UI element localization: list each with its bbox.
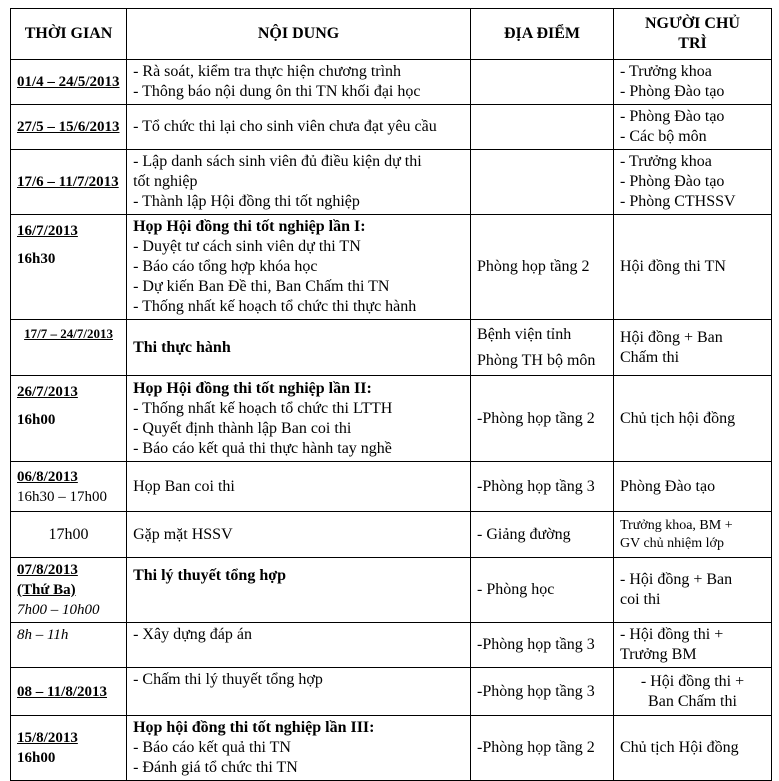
time-text: 17h00 (48, 525, 89, 543)
time-text: 16h00 (17, 750, 56, 766)
content-title: Thi thực hành (133, 338, 231, 356)
chair-cell (613, 215, 771, 320)
table-row (11, 215, 772, 320)
chair-cell (613, 376, 771, 462)
content-item: - Thống nhất kế hoạch tổ chức thi LTTH (133, 399, 393, 417)
table-row (11, 60, 772, 105)
content-item: - Báo cáo kết quả thi thực hành tay nghề (133, 439, 392, 457)
header-chair-line1: NGƯỜI CHỦ (645, 15, 740, 32)
chair-item: Ban Chấm thi (648, 692, 737, 710)
date-text: 07/8/2013 (17, 562, 78, 578)
header-place: ĐỊA ĐIỂM (471, 9, 614, 60)
header-time: THỜI GIAN (11, 9, 127, 60)
chair-cell (613, 60, 771, 105)
table-row (11, 558, 772, 623)
chair-cell (613, 558, 771, 623)
time-cell (11, 668, 127, 716)
chair-item: - Hội đồng thi + (619, 626, 724, 643)
chair-cell (613, 105, 771, 150)
chair-item: coi thi (619, 591, 661, 608)
table-row (11, 150, 772, 215)
chair-item: Trưởng BM (619, 646, 697, 663)
place-cell (471, 512, 614, 558)
chair-item: - Phòng Đào tạo (619, 83, 725, 100)
table-row (11, 716, 772, 781)
place-cell (471, 376, 614, 462)
content-item: - Xây dựng đáp án (133, 626, 252, 643)
content-item: - Thống nhất kế hoạch tổ chức thi thực hành (133, 298, 417, 315)
place-cell (471, 105, 614, 150)
place-item: Phòng họp tầng 2 (477, 258, 590, 275)
content-title: Họp hội đồng thi tốt nghiệp lần III: (133, 719, 375, 736)
place-cell (471, 623, 614, 668)
content-title: Họp Hội đồng thi tốt nghiệp lần II: (133, 379, 372, 397)
time-text: 16h00 (17, 412, 56, 428)
content-item: - Báo cáo kết quả thi TN (133, 739, 291, 756)
chair-item: - Trưởng khoa (619, 63, 712, 80)
chair-item: Chủ tịch Hội đồng (619, 739, 739, 756)
content-cell (127, 512, 471, 558)
schedule-container (10, 8, 772, 781)
place-item: -Phòng họp tầng 3 (477, 682, 595, 700)
header-chair (613, 9, 771, 60)
weekday-text: (Thứ Ba) (17, 582, 76, 598)
content-item: - Thành lập Hội đồng thi tốt nghiệp (133, 193, 360, 210)
chair-item: - Phòng CTHSSV (619, 193, 736, 210)
place-cell (471, 716, 614, 781)
chair-item: - Hội đồng thi + (640, 672, 745, 690)
place-item: Bệnh viện tỉnh (477, 325, 572, 343)
header-chair-line2: TRÌ (678, 35, 707, 52)
date-text: 26/7/2013 (17, 384, 78, 400)
chair-item: - Phòng Đào tạo (619, 108, 725, 125)
place-item: - Phòng học (477, 581, 555, 598)
content-cell (127, 558, 471, 623)
chair-cell (613, 150, 771, 215)
table-row (11, 623, 772, 668)
place-cell (471, 320, 614, 376)
place-cell (471, 150, 614, 215)
schedule-table (10, 8, 772, 781)
time-cell (11, 512, 127, 558)
content-item: tốt nghiệp (133, 173, 198, 190)
chair-cell (613, 512, 771, 558)
chair-item: Chấm thi (619, 348, 680, 366)
chair-cell (613, 716, 771, 781)
content-item: Gặp mặt HSSV (133, 525, 233, 543)
time-text: 16h30 – 17h00 (17, 488, 107, 505)
date-text: 27/5 – 15/6/2013 (17, 119, 120, 135)
content-cell (127, 105, 471, 150)
place-cell (471, 215, 614, 320)
chair-item: - Trưởng khoa (619, 153, 712, 170)
content-item: - Duyệt tư cách sinh viên dự thi TN (133, 238, 361, 255)
place-item: -Phòng họp tầng 2 (477, 739, 595, 756)
content-title: Họp Hội đồng thi tốt nghiệp lần I: (133, 218, 366, 235)
place-cell (471, 462, 614, 512)
place-cell (471, 668, 614, 716)
place-cell (471, 558, 614, 623)
content-cell (127, 462, 471, 512)
chair-item: - Hội đồng + Ban (619, 571, 733, 588)
table-row (11, 320, 772, 376)
content-item: - Thông báo nội dung ôn thi TN khối đại học (133, 83, 421, 100)
time-cell (11, 215, 127, 320)
place-item: Phòng TH bộ môn (477, 351, 596, 369)
header-content: NỘI DUNG (127, 9, 471, 60)
table-row (11, 668, 772, 716)
date-text: 01/4 – 24/5/2013 (17, 74, 120, 90)
chair-item: Chủ tịch hội đồng (619, 409, 736, 427)
content-item: - Dự kiến Ban Đề thi, Ban Chấm thi TN (133, 278, 390, 295)
chair-item: Hội đồng + Ban (619, 328, 723, 346)
content-item: - Quyết định thành lập Ban coi thi (133, 419, 352, 437)
chair-item: Hội đồng thi TN (619, 258, 726, 275)
content-cell (127, 320, 471, 376)
time-cell (11, 150, 127, 215)
content-item: - Tổ chức thi lại cho sinh viên chưa đạt yêu cầu (133, 118, 437, 135)
time-text: 7h00 – 10h00 (17, 602, 100, 618)
header-row (11, 9, 772, 60)
date-text: 17/7 – 24/7/2013 (24, 326, 113, 341)
time-cell (11, 716, 127, 781)
time-cell (11, 623, 127, 668)
chair-item: Phòng Đào tạo (619, 477, 716, 495)
table-row (11, 512, 772, 558)
chair-cell (613, 668, 771, 716)
chair-cell (613, 623, 771, 668)
content-cell (127, 716, 471, 781)
date-text: 15/8/2013 (17, 730, 78, 746)
time-cell (11, 558, 127, 623)
content-cell (127, 376, 471, 462)
time-cell (11, 462, 127, 512)
content-title: Thi lý thuyết tổng hợp (133, 567, 286, 584)
chair-item: - Các bộ môn (619, 128, 707, 145)
content-cell (127, 60, 471, 105)
content-item: - Lập danh sách sinh viên đủ điều kiện dự thi (133, 153, 422, 170)
time-cell (11, 376, 127, 462)
place-item: -Phòng họp tầng 3 (477, 477, 595, 495)
time-text: 16h30 (17, 251, 56, 267)
date-text: 17/6 – 11/7/2013 (17, 174, 119, 190)
place-item: -Phòng họp tầng 2 (477, 409, 595, 427)
date-text: 06/8/2013 (17, 468, 78, 485)
content-cell (127, 668, 471, 716)
place-cell (471, 60, 614, 105)
chair-cell (613, 320, 771, 376)
time-cell (11, 105, 127, 150)
content-item: - Rà soát, kiểm tra thực hiện chương trình (133, 63, 402, 80)
date-text: 16/7/2013 (17, 223, 78, 239)
content-cell (127, 150, 471, 215)
chair-item: GV chủ nhiệm lớp (619, 535, 724, 551)
content-item: - Đánh giá tổ chức thi TN (133, 759, 298, 776)
place-item: -Phòng họp tầng 3 (477, 636, 595, 653)
chair-item: Trưởng khoa, BM + (619, 517, 733, 533)
table-row (11, 462, 772, 512)
chair-item: - Phòng Đào tạo (619, 173, 725, 190)
content-item: - Báo cáo tổng hợp khóa học (133, 258, 318, 275)
content-item: - Chấm thi lý thuyết tổng hợp (133, 671, 323, 688)
chair-cell (613, 462, 771, 512)
time-text: 8h – 11h (17, 627, 69, 643)
date-text: 08 – 11/8/2013 (17, 683, 108, 700)
time-cell (11, 60, 127, 105)
content-item: Họp Ban coi thi (133, 477, 235, 495)
content-cell (127, 623, 471, 668)
time-cell (11, 320, 127, 376)
place-item: - Giảng đường (477, 525, 571, 543)
table-row (11, 376, 772, 462)
content-cell (127, 215, 471, 320)
table-row (11, 105, 772, 150)
